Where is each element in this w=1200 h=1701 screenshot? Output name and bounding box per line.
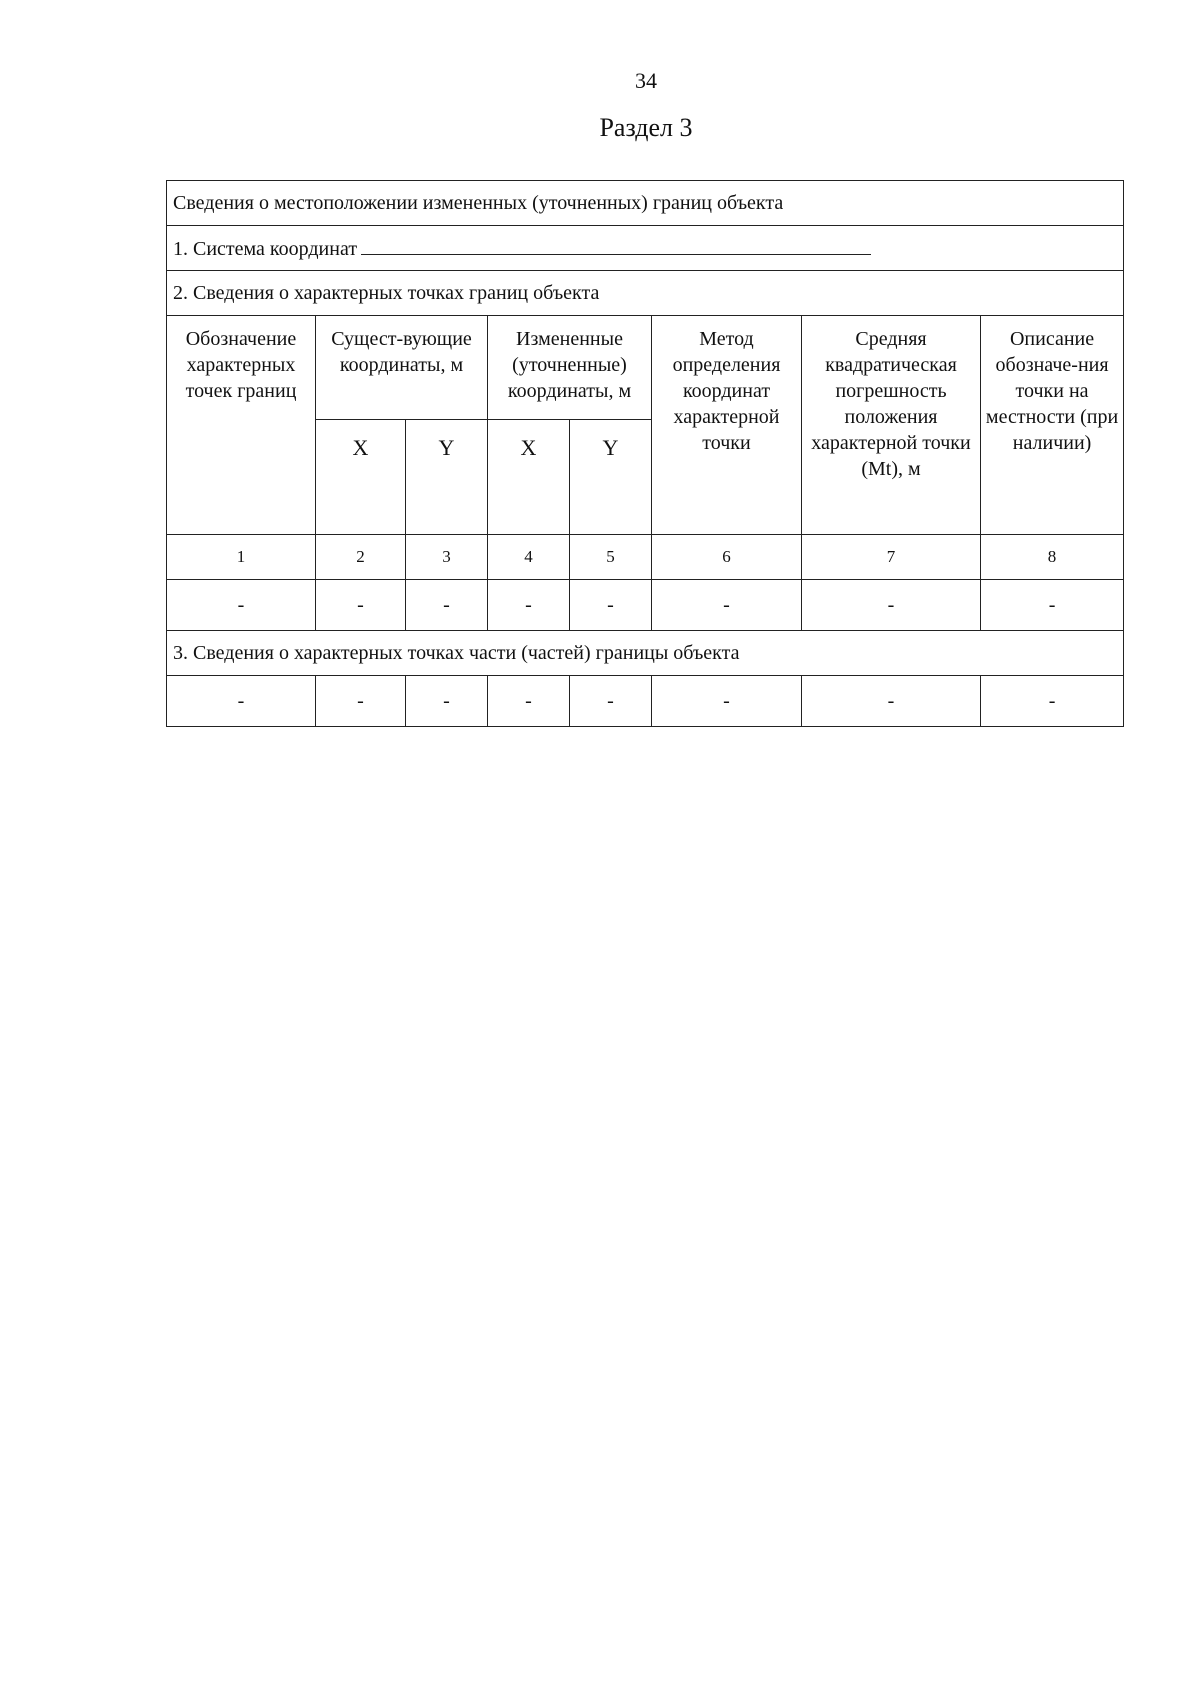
column-number: 2 xyxy=(316,535,406,580)
table-cell: - xyxy=(167,676,316,727)
header-row xyxy=(167,316,1124,420)
boundary-points-table xyxy=(166,180,1124,727)
column-number: 5 xyxy=(570,535,652,580)
table-cell: - xyxy=(652,580,802,631)
header-method: Метод определения координат характерной точки xyxy=(652,316,802,535)
header-description: Описание обозначе-ния точки на местности (при наличии) xyxy=(981,316,1124,535)
coord-system-cell xyxy=(167,226,1124,271)
table-cell: - xyxy=(406,676,488,727)
header-changed-coords: Измененные (уточненные) координаты, м xyxy=(488,316,652,420)
column-number: 4 xyxy=(488,535,570,580)
table-cell: - xyxy=(316,580,406,631)
points-heading: 2. Сведения о характерных точках границ объекта xyxy=(167,271,1124,316)
table-cell: - xyxy=(316,676,406,727)
part-heading-row xyxy=(167,631,1124,676)
table-cell: - xyxy=(802,580,981,631)
column-number-row xyxy=(167,535,1124,580)
table-cell: - xyxy=(981,676,1124,727)
table-cell: - xyxy=(981,580,1124,631)
page-number: 34 xyxy=(635,68,657,93)
table-cell: - xyxy=(488,580,570,631)
axis-label: X xyxy=(316,420,406,535)
column-number: 1 xyxy=(167,535,316,580)
header-designation: Обозначение характерных точек границ xyxy=(167,316,316,535)
table-cell: - xyxy=(802,676,981,727)
header-existing-coords: Сущест-вующие координаты, м xyxy=(316,316,488,420)
table-cell: - xyxy=(406,580,488,631)
section-title: Раздел 3 xyxy=(599,113,693,142)
part-points-heading: 3. Сведения о характерных точках части (частей) границы объекта xyxy=(167,631,1124,676)
table-cell: - xyxy=(488,676,570,727)
coord-system-label: 1. Система координат xyxy=(173,238,358,260)
axis-label: Y xyxy=(570,420,652,535)
table-row xyxy=(167,676,1124,727)
column-number: 7 xyxy=(802,535,981,580)
coord-system-blank-line xyxy=(361,234,871,255)
table-cell: - xyxy=(570,580,652,631)
table-row xyxy=(167,580,1124,631)
table-cell: - xyxy=(570,676,652,727)
title-row xyxy=(167,181,1124,226)
table-cell: - xyxy=(652,676,802,727)
axis-label: X xyxy=(488,420,570,535)
header-mean-error: Средняя квадратическая погрешность положения характерной точки (Mt), м xyxy=(802,316,981,535)
column-number: 3 xyxy=(406,535,488,580)
column-number: 6 xyxy=(652,535,802,580)
table-cell: - xyxy=(167,580,316,631)
points-heading-row xyxy=(167,271,1124,316)
axis-label: Y xyxy=(406,420,488,535)
table-title: Сведения о местоположении измененных (уточненных) границ объекта xyxy=(167,181,1124,226)
column-number: 8 xyxy=(981,535,1124,580)
coord-system-row xyxy=(167,226,1124,271)
